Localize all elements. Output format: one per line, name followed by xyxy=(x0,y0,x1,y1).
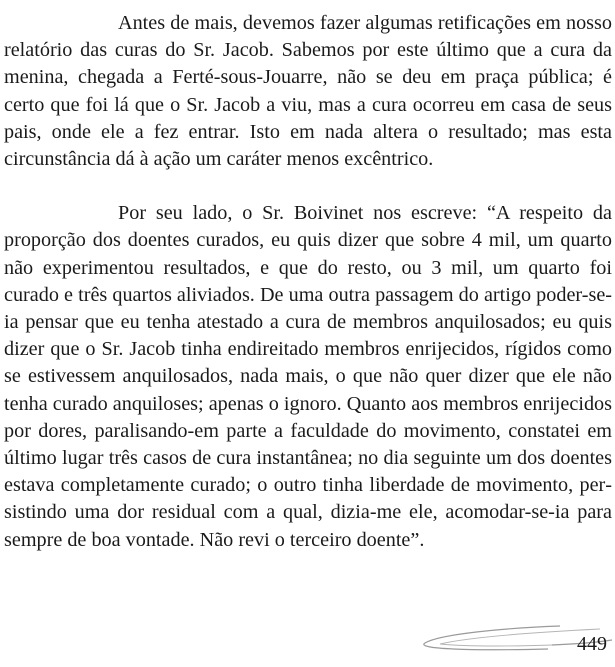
paragraph: Por seu lado, o Sr. Boivinet nos escreve: “A respeito da proporção dos doentes curados, eu quis dizer que sobre 4 mil, um quarto não experimentou resultados, e que do resto, ou 3 mil, um quarto foi curado e três quartos aliviados. De uma outra passagem do artigo poder-se-ia pensar que eu tenha atestado a cura de membros anquilosados; eu quis dizer que o Sr. Jacob tinha endireitado membros enrijecidos, rígidos como se estivessem anquilosados, nada mais, o que não quer dizer que ele não tenha curado anquiloses; apenas o ignoro. Quanto aos membros enrijecidos por dores, paralisando-em parte a faculdade do movimento, constatei em último lugar três casos de cura instantânea; no dia seguinte um dos doentes estava completamente curado; o outro tinha liberdade de movimento, persistindo uma dor residual com a qual, dizia-me ele, acomodar-se-ia para sempre de boa vontade. Não revi o terceiro doente”. xyxy=(4,202,612,551)
swoosh-ornament-icon xyxy=(0,620,615,667)
page-footer xyxy=(0,620,615,667)
page-number: 449 xyxy=(577,633,607,655)
paragraph: Antes de mais, devemos fazer algumas retificações em nosso relatório das curas do Sr. Jacob. Sabemos por este último que a cura da menina, chegada a Ferté-sous-Jouarre, não se deu em praça pública; é certo que foi lá que o Sr. Jacob a viu, mas a cura ocorreu em casa de seus pais, onde ele a fez entrar. Isto em nada altera o resultado; mas esta circunstância dá à ação um caráter menos excêntrico. xyxy=(4,12,612,171)
